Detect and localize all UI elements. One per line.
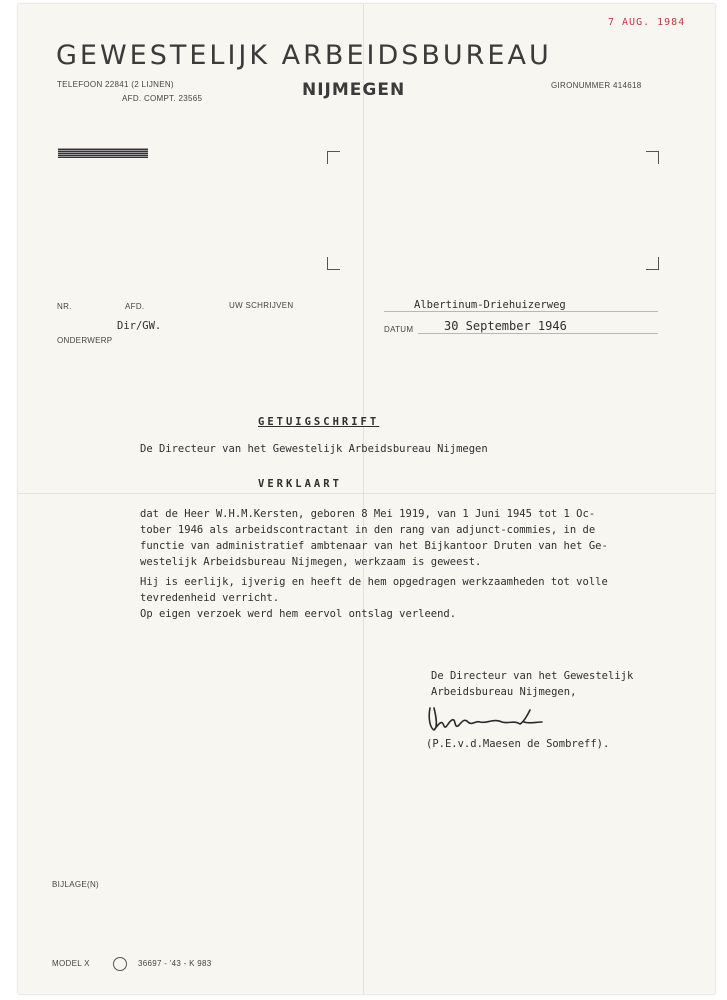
address-window-corner-bottom-left — [327, 257, 340, 270]
signature-title-line2: Arbeidsbureau Nijmegen, — [431, 686, 577, 698]
letterhead-afd-compt: AFD. COMPT. 23565 — [122, 94, 203, 103]
issuer-line: De Directeur van het Gewestelijk Arbeidsbureau Nijmegen — [140, 443, 488, 455]
afd-label: AFD. — [125, 302, 145, 311]
character-paragraph — [140, 574, 700, 606]
uw-schrijven-label: UW SCHRIJVEN — [229, 301, 294, 310]
address-window-corner-bottom-right — [646, 257, 659, 270]
address-window-corner-top-left — [327, 151, 340, 164]
date-underline — [418, 333, 658, 334]
character-line: Hij is eerlijk, ijverig en heeft de hem opgedragen werkzaamheden tot volle — [140, 576, 608, 588]
statement-line: westelijk Arbeidsbureau Nijmegen, werkzaam is geweest. — [140, 556, 482, 568]
signature-title-line1: De Directeur van het Gewestelijk — [431, 670, 634, 682]
dismissal-line: Op eigen verzoek werd hem eervol ontslag verleend. — [140, 608, 457, 620]
datum-label: DATUM — [384, 325, 414, 334]
statement-paragraph — [140, 506, 700, 570]
letterhead-city: NIJMEGEN — [302, 80, 406, 100]
declares-word: VERKLAART — [258, 478, 342, 490]
statement-line: functie van administratief ambtenaar van het Bijkantoor Druten van het Ge- — [140, 540, 608, 552]
statement-line: tober 1946 als arbeidscontractant in den rang van adjunct-commies, in de — [140, 524, 596, 536]
reference-value: Dir/GW. — [117, 320, 162, 332]
model-label: MODEL X — [52, 959, 90, 968]
fold-line-horizontal — [18, 493, 715, 494]
redacted-text-bar — [58, 148, 148, 158]
onderwerp-label: ONDERWERP — [57, 336, 113, 345]
date-value: 30 September 1946 — [444, 319, 567, 333]
nr-label: NR. — [57, 302, 72, 311]
address-underline — [384, 311, 658, 312]
address-value: Albertinum-Driehuizerweg — [414, 299, 566, 311]
signatory-name: (P.E.v.d.Maesen de Sombreff). — [426, 738, 610, 750]
fold-line-vertical — [363, 4, 364, 994]
address-window-corner-top-right — [646, 151, 659, 164]
print-code: 36697 - '43 - K 983 — [138, 959, 212, 968]
letter-heading: GETUIGSCHRIFT — [258, 416, 380, 428]
statement-line: dat de Heer W.H.M.Kersten, geboren 8 Mei 1919, van 1 Juni 1945 tot 1 Oc- — [140, 508, 596, 520]
handwritten-signature — [424, 700, 564, 740]
received-date-stamp: 7 AUG. 1984 — [608, 17, 686, 28]
letterhead-title: GEWESTELIJK ARBEIDSBUREAU — [56, 40, 552, 71]
letterhead-telephone: TELEFOON 22841 (2 LIJNEN) — [57, 80, 174, 89]
bijlagen-label: BIJLAGE(N) — [52, 880, 100, 889]
character-line: tevredenheid verricht. — [140, 592, 280, 604]
printer-logo-icon — [113, 957, 127, 971]
letterhead-giro: GIRONUMMER 414618 — [551, 81, 642, 90]
